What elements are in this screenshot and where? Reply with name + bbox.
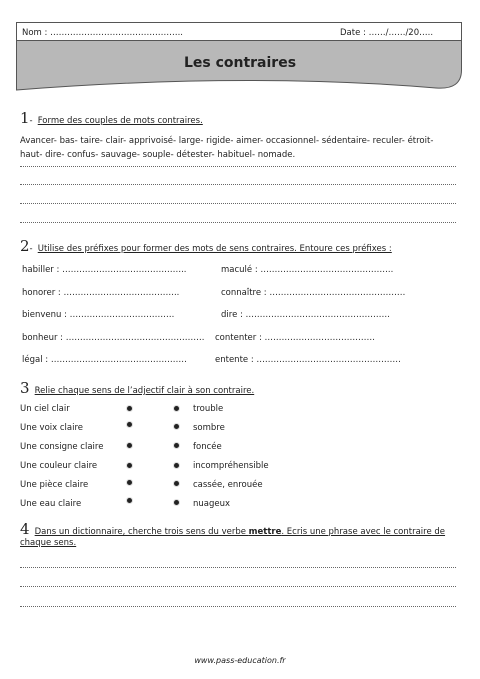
answer-line [20,184,456,185]
ex3-right-item: trouble [193,404,224,414]
ex1-words-line1: Avancer- bas- taire- clair- apprivoisé- large- rigide- aimer- occasionnel- sédentaire- reculer- étroit- [20,136,434,146]
ex3-left-item: Une consigne claire [20,442,104,452]
ex3-heading [20,378,254,397]
ex3-number: 3 [20,379,30,397]
footer-url: www.pass-education.fr [194,656,286,665]
ex2-left-item: habiller : …………………………………….. [22,265,187,275]
page-title: Les contraires [183,55,297,71]
left-connector-dot[interactable] [127,406,132,411]
left-connector-dot[interactable] [127,443,132,448]
ex4-instruction-part1: Dans un dictionnaire, cherche trois sens du verbe [34,527,249,537]
ex2-number: 2 [20,237,30,255]
ex3-left-item: Une couleur claire [20,461,98,471]
right-connector-dot[interactable] [174,463,179,468]
ex3-left-item: Un ciel clair [20,404,70,414]
answer-line [20,222,456,223]
ex3-left-item: Une eau claire [20,499,82,509]
ex4-number: 4 [20,520,30,538]
answer-line [20,166,456,167]
ex3-right-item: sombre [193,423,225,433]
right-connector-dot[interactable] [174,443,179,448]
ex2-right-item: contenter : ………………………………… [215,333,376,343]
ex2-left-item: bonheur : …………………………………………. [22,333,205,343]
ex2-heading [20,236,392,255]
answer-line [20,203,456,204]
ex1-instruction: Forme des couples de mots contraires. [37,116,203,126]
ex2-right-item: maculé : ……………………………………….. [221,265,394,275]
ex4-instruction-verb: mettre [248,527,282,537]
ex1-number: 1 [20,109,30,127]
ex1-dash: - [29,116,33,126]
ex2-left-item: légal : ………………………………………… [22,355,187,365]
date-field: Date : ……/……/20….. [340,28,434,38]
ex1-heading [20,108,203,127]
ex4-heading [20,519,445,538]
answer-line [20,586,456,587]
ex2-left-item: honorer : ………………………………….. [22,288,180,298]
ex3-right-item: foncée [193,442,222,452]
ex3-instruction: Relie chaque sens de l’adjectif clair à son contraire. [34,386,255,396]
ex3-right-item: cassée, enrouée [193,480,263,490]
ex3-right-item: nuageux [193,499,231,509]
answer-line [20,606,456,607]
ex4-instruction-part2: . Ecris une phrase avec le contraire de [281,527,446,537]
right-connector-dot[interactable] [174,500,179,505]
left-connector-dot[interactable] [127,463,132,468]
left-connector-dot[interactable] [127,422,132,427]
ex2-right-item: connaître : ………………………………………… [221,288,406,298]
ex2-right-item: dire : …………………………………………… [221,310,391,320]
right-connector-dot[interactable] [174,406,179,411]
ex3-right-item: incompréhensible [193,461,269,471]
ex2-instruction: Utilise des préfixes pour former des mots de sens contraires. Entoure ces préfixes : [37,244,392,254]
ex2-left-item: bienvenu : ………………………………. [22,310,175,320]
right-connector-dot[interactable] [174,424,179,429]
ex2-right-item: entente : …………………………………………… [215,355,401,365]
ex1-words-line2: haut- dire- confus- sauvage- souple- détester- habituel- nomade. [20,150,296,160]
ex3-left-item: Une voix claire [20,423,84,433]
nom-field: Nom : ……………………………………….. [22,28,184,38]
ex4-instruction-line2: chaque sens. [20,538,77,548]
right-connector-dot[interactable] [174,481,179,486]
ex2-dash: - [29,244,33,254]
answer-line [20,567,456,568]
left-connector-dot[interactable] [127,480,132,485]
ex3-left-item: Une pièce claire [20,480,89,490]
left-connector-dot[interactable] [127,498,132,503]
